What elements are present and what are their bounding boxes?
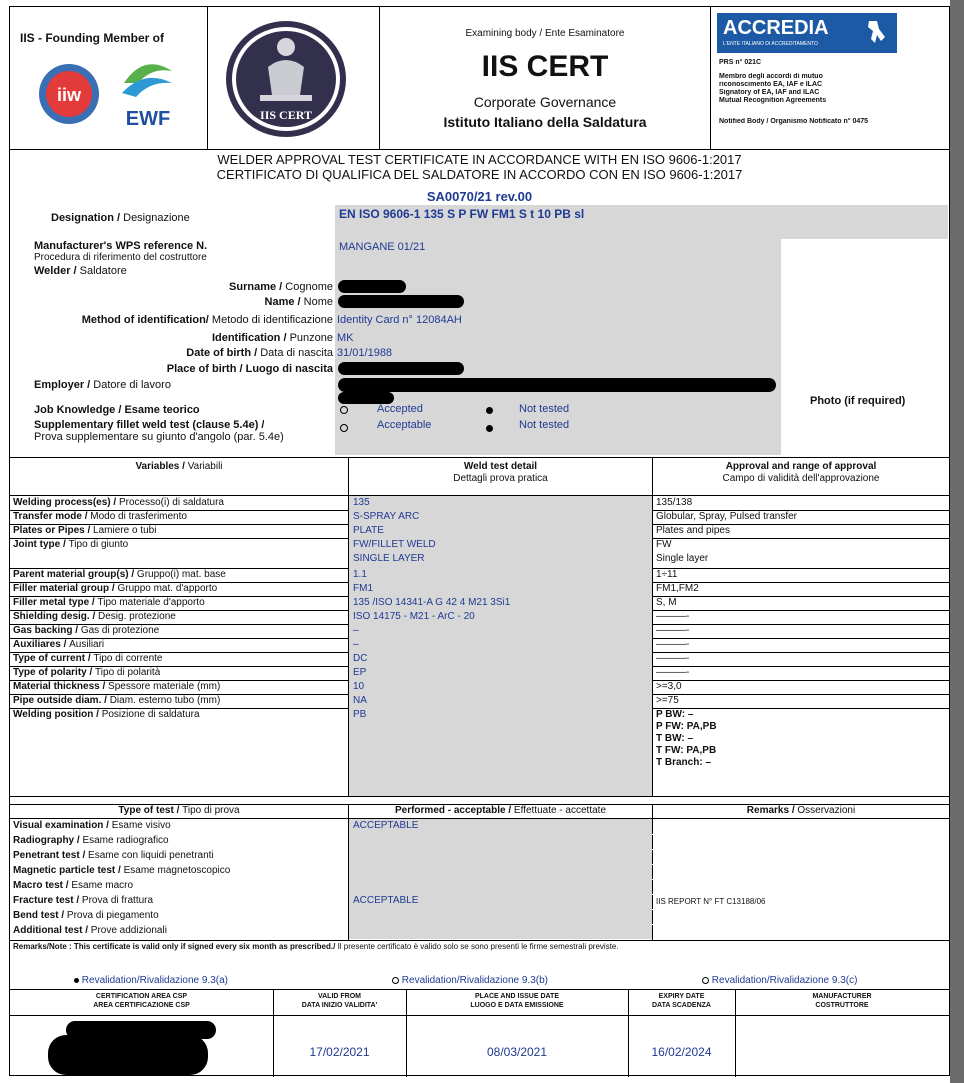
welding-position-range: P FW: PA,PB [656, 721, 717, 732]
footer-area-header-it: AREA CERTIFICAZIONE CSP [93, 1002, 190, 1009]
variable-label: Filler material group / Gruppo mat. d'apporto [13, 583, 218, 594]
variable-range: ———- [656, 639, 690, 650]
radio-empty-icon [340, 424, 348, 432]
wps-value: MANGANE 01/21 [339, 241, 426, 253]
fillet-acceptable-option[interactable] [340, 421, 348, 435]
fillet-test-label: Supplementary fillet weld test (clause 5.4e) / [34, 419, 265, 431]
test-type-label: Radiography / Esame radiografico [13, 835, 169, 846]
welder-label: Welder / Saldatore [34, 265, 127, 277]
variable-detail: NA [353, 695, 367, 706]
svg-text:IIS CERT: IIS CERT [260, 108, 312, 122]
certificate-page [9, 6, 950, 1076]
variable-range: 1÷11 [656, 569, 678, 580]
test-result-bg [349, 909, 652, 924]
variable-range: >=3,0 [656, 681, 682, 692]
variable-range: Globular, Spray, Pulsed transfer [656, 511, 797, 522]
remarks-col-header: Remarks / Osservazioni [746, 805, 856, 816]
valid-from-date: 17/02/2021 [309, 1045, 370, 1059]
designation-label: Designation / Designazione [51, 212, 190, 224]
test-type-col-header: Type of test / Tipo di prova [118, 805, 240, 816]
footer-expiry-header-it: DATA SCADENZA [652, 1002, 711, 1009]
variable-detail: PLATE [353, 525, 384, 536]
method-value: Identity Card n° 12084AH [337, 314, 462, 326]
test-result-bg [349, 924, 652, 939]
variable-label: Material thickness / Spessore materiale (mm) [13, 681, 221, 692]
variable-label: Plates or Pipes / Lamiere o tubi [13, 525, 157, 536]
test-result: ACCEPTABLE [353, 820, 419, 831]
footer-valid-header: VALID FROM [317, 993, 362, 1000]
radio-empty-icon [702, 977, 709, 984]
test-result-bg [349, 849, 652, 864]
employer-label: Employer / Datore di lavoro [34, 379, 171, 391]
variable-label: Joint type / Tipo di giunto [13, 539, 129, 550]
variable-label: Type of current / Tipo di corrente [13, 653, 163, 664]
iiw-logo [34, 59, 104, 129]
variable-detail-bg [349, 582, 652, 596]
variable-detail: FM1 [353, 583, 373, 594]
job-accepted-label: Accepted [377, 403, 423, 415]
variable-detail-bg [349, 666, 652, 680]
job-knowledge-label: Job Knowledge / Esame teorico [34, 404, 200, 416]
variable-label: Parent material group(s) / Gruppo(i) mat. base [13, 569, 226, 580]
variable-detail-bg [349, 496, 652, 510]
test-result: ACCEPTABLE [353, 895, 419, 906]
footer-manufacturer-header-it: COSTRUTTORE [815, 1002, 869, 1009]
test-type-label: Penetrant test / Esame con liquidi penetranti [13, 850, 214, 861]
test-result-bg [349, 879, 652, 894]
founding-member-label: IIS - Founding Member of [20, 31, 164, 45]
job-not-tested-label: Not tested [519, 403, 570, 415]
revalidation-c[interactable]: Revalidation/Rivalidazione 9.3(c) [702, 974, 857, 988]
expiry-date: 16/02/2024 [651, 1045, 712, 1059]
variable-label: Pipe outside diam. / Diam. esterno tubo (mm) [13, 695, 221, 706]
variable-detail-bg [349, 708, 652, 796]
variable-range: ———- [656, 625, 690, 636]
italy-map-icon [865, 19, 887, 49]
variable-range: ———- [656, 653, 690, 664]
remarks-note: Remarks/Note : This certificate is valid only if signed every six month as prescribed./ Il presente certificato è valido solo se sono presenti le firme semestrali previste. [13, 942, 619, 951]
welding-position-range: T BW: – [656, 733, 694, 744]
fillet-not-tested-option[interactable] [486, 421, 493, 435]
variable-detail-bg [349, 694, 652, 708]
redacted-name [338, 295, 464, 308]
window-edge-shadow [950, 0, 964, 1083]
radio-filled-icon [486, 407, 493, 414]
mra-line-2: riconoscimento EA, IAF e ILAC [719, 81, 823, 88]
fillet-test-label-it: Prova supplementare su giunto d'angolo (par. 5.4e) [34, 431, 284, 443]
footer-area-header: CERTIFICATION AREA CSP [95, 993, 188, 1000]
dob-value: 31/01/1988 [337, 347, 393, 359]
welding-position-range: T FW: PA,PB [656, 745, 717, 756]
surname-label: Surname / Cognome [229, 281, 333, 293]
variable-range: Single layer [656, 553, 709, 564]
radio-empty-icon [392, 977, 399, 984]
iis-cert-logo [222, 17, 352, 141]
designation-value: EN ISO 9606-1 135 S P FW FM1 S t 10 PB sl [339, 207, 585, 221]
approval-col-header: Approval and range of approval [725, 461, 877, 472]
ewf-logo [114, 53, 178, 131]
photo-label: Photo (if required) [810, 395, 906, 407]
welding-position-detail: PB [353, 709, 367, 720]
redacted-surname [338, 280, 406, 293]
variable-label: Transfer mode / Modo di trasferimento [13, 511, 187, 522]
performed-col-header: Performed - acceptable / Effettuate - accettate [394, 805, 607, 816]
identification-value: MK [337, 332, 354, 344]
variable-range: Plates and pipes [656, 525, 730, 536]
accredia-logo: ACCREDIA L'ENTE ITALIANO DI ACCREDITAMENTO [717, 13, 897, 53]
weld-detail-col-header-it: Dettagli prova pratica [453, 473, 548, 484]
certificate-header [10, 7, 949, 150]
variable-label: Auxiliares / Ausiliari [13, 639, 105, 650]
radio-filled-icon [486, 425, 493, 432]
variable-range: ———- [656, 667, 690, 678]
test-result-bg [349, 834, 652, 849]
variable-label: Gas backing / Gas di protezione [13, 625, 160, 636]
variable-detail: SINGLE LAYER [353, 553, 425, 564]
footer-valid-header-it: DATA INIZIO VALIDITA' [301, 1002, 378, 1009]
variable-detail: FW/FILLET WELD [353, 539, 436, 550]
variable-detail: S-SPRAY ARC [353, 511, 420, 522]
variables-col-header: Variables / Variabili [135, 461, 223, 472]
test-type-label: Macro test / Esame macro [13, 880, 134, 891]
test-type-label: Additional test / Prove addizionali [13, 925, 167, 936]
org-title: IIS CERT [481, 50, 609, 83]
method-label: Method of identification/ Metodo di identificazione [81, 314, 333, 326]
variable-detail: DC [353, 653, 368, 664]
dob-label: Date of birth / Data di nascita [186, 347, 333, 359]
job-accepted-option[interactable] [340, 403, 348, 417]
certificate-number: SA0070/21 rev.00 [426, 190, 533, 204]
revalidation-a[interactable]: Revalidation/Rivalidazione 9.3(a) [74, 974, 228, 988]
variable-range: S, M [656, 597, 677, 608]
radio-filled-icon [74, 978, 79, 983]
variable-detail-bg [349, 680, 652, 694]
variable-label: Filler metal type / Tipo materiale d'apporto [13, 597, 205, 608]
mra-line-3: Signatory of EA, IAF and ILAC [719, 89, 820, 96]
welding-position-range: T Branch: – [656, 757, 712, 768]
job-not-tested-option[interactable] [486, 403, 493, 417]
variable-detail-bg [349, 524, 652, 538]
variable-detail-bg [349, 568, 652, 582]
redacted-signature-2 [48, 1035, 208, 1075]
redacted-employer-1 [338, 378, 776, 392]
corporate-governance: Corporate Governance [473, 94, 617, 110]
prs-number: PRS n° 021C [719, 59, 762, 66]
cropped-top-text [700, 0, 940, 4]
variable-range: ———- [656, 611, 690, 622]
examining-body-label: Examining body / Ente Esaminatore [465, 28, 625, 39]
variable-detail: ISO 14175 - M21 - ArC - 20 [353, 611, 475, 622]
variable-detail: EP [353, 667, 367, 678]
name-label: Name / Nome [264, 296, 333, 308]
title-line-it: CERTIFICATO DI QUALIFICA DEL SALDATORE IN ACCORDO CON EN ISO 9606-1:2017 [216, 167, 743, 182]
mra-line-4: Mutual Recognition Agreements [719, 97, 827, 104]
footer-expiry-header: EXPIRY DATE [658, 993, 705, 1000]
variable-detail: 135 /ISO 14341-A G 42 4 M21 3Si1 [353, 597, 511, 608]
variable-detail-bg [349, 624, 652, 638]
notified-body: Notified Body / Organismo Notificato n° 0475 [719, 118, 869, 125]
variable-label: Welding process(es) / Processo(i) di saldatura [13, 497, 224, 508]
variable-detail: – [353, 625, 359, 636]
radio-empty-icon [340, 406, 348, 414]
issue-date: 08/03/2021 [486, 1045, 548, 1059]
footer-place-header-it: LUOGO E DATA EMISSIONE [470, 1002, 564, 1009]
pob-label: Place of birth / Luogo di nascita [166, 363, 333, 375]
identification-label: Identification / Punzone [211, 332, 333, 344]
variable-detail: 1.1 [353, 569, 367, 580]
wps-label-it: Procedura di riferimento del costruttore [34, 252, 207, 263]
test-type-label: Magnetic particle test / Esame magnetoscopico [13, 865, 231, 876]
title-line-en: WELDER APPROVAL TEST CERTIFICATE IN ACCORDANCE WITH EN ISO 9606-1:2017 [217, 152, 742, 167]
test-result-bg [349, 864, 652, 879]
weld-detail-col-header: Weld test detail [463, 461, 538, 472]
approval-col-header-it: Campo di validità dell'approvazione [722, 473, 880, 484]
svg-text:EWF: EWF [125, 108, 171, 130]
revalidation-b[interactable]: Revalidation/Rivalidazione 9.3(b) [392, 974, 548, 988]
test-type-label: Fracture test / Prova di frattura [13, 895, 154, 906]
test-remark: IIS REPORT N° FT C13188/06 [656, 897, 766, 906]
variable-range: FM1,FM2 [656, 583, 699, 594]
variable-range: >=75 [656, 695, 679, 706]
variable-detail-bg [349, 638, 652, 652]
variable-detail-bg [349, 652, 652, 666]
fillet-not-tested-label: Not tested [519, 419, 570, 431]
welding-position-label: Welding position / Posizione di saldatura [13, 709, 200, 720]
test-type-label: Bend test / Prova di piegamento [13, 910, 159, 921]
variable-range: FW [656, 539, 672, 550]
footer-manufacturer-header: MANUFACTURER [812, 993, 872, 1000]
variable-detail: 135 [353, 497, 370, 508]
redacted-place-of-birth [338, 362, 464, 375]
test-type-label: Visual examination / Esame visivo [13, 820, 171, 831]
variable-label: Shielding desig. / Desig. protezione [13, 611, 176, 622]
svg-text:iiw: iiw [56, 85, 82, 105]
variable-label: Type of polarity / Tipo di polarità [13, 667, 161, 678]
variable-detail: – [353, 639, 359, 650]
variable-detail: 10 [353, 681, 365, 692]
variable-range: 135/138 [656, 497, 693, 508]
mra-line-1: Membro degli accordi di mutuo [719, 73, 823, 80]
wps-label: Manufacturer's WPS reference N. [34, 240, 208, 252]
footer-place-header: PLACE AND ISSUE DATE [474, 993, 559, 1000]
institute-name: Istituto Italiano della Saldatura [443, 114, 647, 130]
welding-position-range: P BW: – [656, 709, 694, 720]
fillet-acceptable-label: Acceptable [377, 419, 432, 431]
